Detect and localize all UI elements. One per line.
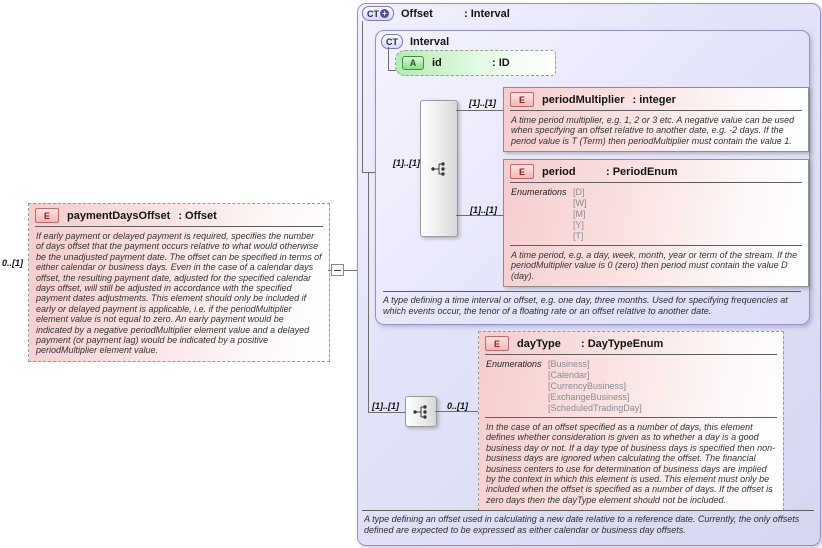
enumerations-label: Enumerations [511, 187, 567, 197]
paymentdaysoffset-description: If early payment or delayed payment is required, specifies the number of days offset that the payment occurs relative to what would otherwise be the unadjusted payment date. The offset can be specified in terms of either calendar or business days. Even in the case of a calendar days offset, the resulting payment date, adjusted for the specified calendar days offset, will still be adjusted in accordance with the specified payment dates adjustments. This element should only be included if early or delayed payment is applicable, i.e. if the periodMultiplier element value is not equal to zero. An early payment would be indicated by a negative periodMultiplier element value and a delayed payment (or payment lag) would be indicated by a positive periodMultiplier element value. [36, 231, 322, 356]
cardinality-interval-sequence: [1]..[1] [393, 158, 420, 168]
interval-name: Interval [410, 35, 450, 48]
divider [362, 510, 814, 511]
attribute-badge-icon: A [402, 56, 424, 70]
collapse-toggle[interactable] [331, 264, 344, 276]
connector-line [456, 110, 503, 111]
enum-value: [Y] [573, 220, 585, 230]
plus-icon[interactable]: + [380, 9, 389, 18]
daytype-name: dayType [517, 337, 561, 350]
ct-badge-label: CT [386, 36, 398, 47]
connector-line [388, 47, 389, 70]
connector-line [435, 411, 478, 412]
sequence-icon [412, 404, 430, 420]
paymentdaysoffset-name: paymentDaysOffset [67, 209, 171, 222]
sequence-compositor-box[interactable] [420, 100, 458, 237]
divider [510, 245, 802, 246]
periodmultiplier-header [504, 88, 808, 109]
periodmultiplier-name: periodMultiplier [542, 93, 625, 106]
enum-value: [W] [573, 198, 587, 208]
element-badge-icon: E [510, 164, 534, 179]
element-box-period[interactable] [503, 159, 809, 287]
daytype-description: In the case of an offset specified as a number of days, this element defines whether consideration is given as to whether a day is a good business day or not. If a day type of business days is specified then non-business days are ignored when calculating the offset. The financial business centers to use for determination of business days are implied by the context in which this element is used. This element must only be included when the offset is specified as a number of days. If the offset is zero days then the dayType element should not be included. [486, 422, 776, 505]
sequence-compositor-box[interactable] [405, 396, 437, 427]
ct-badge-label: CT [367, 8, 379, 19]
interval-annotation: A type defining a time interval or offset, e.g. one day, three months. Used for specifying frequencies at which events occur, the tenor of a floating rate or an offset relative to another date. [383, 295, 788, 316]
enum-value: [Calendar] [548, 370, 590, 380]
complextype-badge-icon [381, 34, 403, 49]
sequence-icon [430, 161, 448, 177]
connector-line [368, 172, 369, 413]
id-type: : ID [492, 57, 510, 69]
element-box-paymentdaysoffset[interactable] [28, 203, 330, 362]
divider [35, 226, 323, 227]
connector-line [368, 412, 405, 413]
cardinality-period: [1]..[1] [470, 205, 497, 215]
divider [510, 110, 802, 111]
divider [485, 417, 777, 418]
element-badge-icon: E [485, 336, 509, 351]
divider [510, 182, 802, 183]
cardinality-daytype: 0..[1] [447, 401, 469, 411]
period-header [504, 160, 808, 181]
enum-value: [D] [573, 187, 585, 197]
period-description: A time period, e.g. a day, week, month, year or term of the stream. If the periodMultiplier value is 0 (zero) then period must contain the value D (day). [511, 250, 798, 281]
element-badge-icon: E [510, 92, 534, 107]
enum-value: [M] [573, 209, 586, 219]
periodmultiplier-type: : integer [632, 93, 676, 106]
period-name: period [542, 165, 576, 178]
enum-value: [Business] [548, 359, 590, 369]
cardinality-daytype-sequence: [1]..[1] [372, 401, 399, 411]
periodmultiplier-description: A time period multiplier, e.g. 1, 2 or 3 etc. A negative value can be used when specifying an offset relative to another date, e.g. -2 days. If the period value is T (Term) then periodMultiplier must contain the value 1. [511, 115, 795, 146]
paymentdaysoffset-header [29, 204, 329, 225]
enum-value: [ScheduledTradingDay] [548, 403, 642, 413]
cardinality-periodmultiplier: [1]..[1] [469, 98, 496, 108]
id-name: id [432, 57, 442, 69]
divider [485, 354, 777, 355]
cardinality-paymentdaysoffset: 0..[1] [2, 258, 24, 268]
divider [383, 291, 801, 292]
enum-value: [T] [573, 231, 584, 241]
offset-name: Offset [401, 7, 433, 20]
daytype-enumerations [479, 356, 783, 416]
element-box-daytype[interactable] [478, 331, 784, 511]
connector-line [456, 215, 503, 216]
period-type: : PeriodEnum [606, 165, 678, 178]
period-enumerations [504, 184, 808, 244]
daytype-header [479, 332, 783, 353]
element-badge-icon: E [35, 208, 59, 223]
complextype-badge-icon [362, 6, 394, 21]
offset-header [362, 6, 510, 21]
paymentdaysoffset-type: : Offset [178, 209, 217, 222]
attribute-box-id[interactable] [395, 50, 556, 76]
enum-value: [CurrencyBusiness] [548, 381, 627, 391]
enum-value: [ExchangeBusiness] [548, 392, 630, 402]
offset-annotation: A type defining an offset used in calculating a new date relative to a reference date. Currently, the only offsets defined are expected to be expressed as either calendar or business day offsets. [364, 514, 800, 535]
element-box-periodmultiplier[interactable] [503, 87, 809, 152]
connector-line [362, 21, 363, 172]
daytype-type: : DayTypeEnum [581, 337, 664, 350]
enumerations-label: Enumerations [486, 359, 542, 369]
interval-header [381, 34, 449, 49]
offset-type: : Interval [464, 7, 510, 20]
minus-icon [334, 270, 341, 271]
